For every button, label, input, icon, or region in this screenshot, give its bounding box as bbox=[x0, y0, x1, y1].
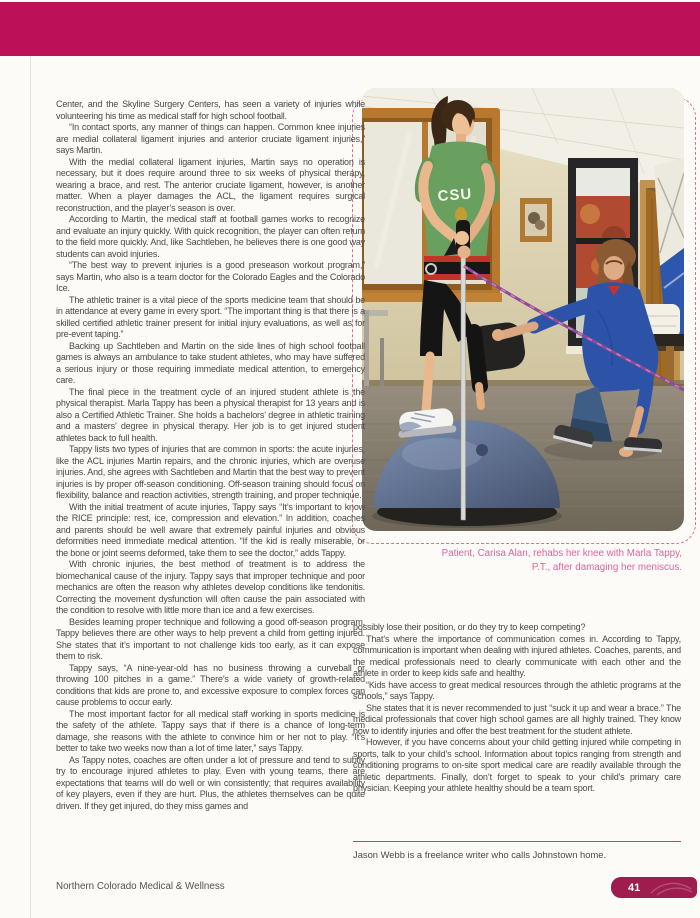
badge-flourish bbox=[649, 879, 693, 896]
caption-line-2: P.T., after damaging her meniscus. bbox=[531, 561, 682, 573]
article-paragraph: Backing up Sachtleben and Martin on the side lines of high school football games is always an ambulance to take student athletes, who may have suffered a serious injury or those requiring immediate medical attention, to emergency care. bbox=[56, 340, 365, 385]
article-paragraph: She states that it is never recommended to just “suck it up and wear a brace.” The medical professionals that cover high school games are all highly trained. They know how to identify injuries and offer the best treatment for the student athlete. bbox=[353, 702, 681, 736]
article-paragraph: The athletic trainer is a vital piece of the sports medicine team that should be in attendance at every game in every sport. “The important thing is that there is a skilled certified athletic trainer present for initial injury evaluations, as well as for pre-event taping.” bbox=[56, 294, 365, 339]
article-paragraph: With the initial treatment of acute injuries, Tappy says “It’s important to know the RICE principle: rest, ice, compression and elevation.” In addition, coaches and parents should be well aware that extremely painful injuries and obvious deformities need immediate medical attention. “If the kid is really miserable, or the bone or joint seems deformed, take them to see the doctor,” adds Tappy. bbox=[56, 501, 365, 558]
picture-frame bbox=[520, 198, 552, 242]
article-paragraph: However, if you have concerns about your child getting injured while competing in sports, talk to your child’s school. Information about topics ranging from strength and conditioning programs to on-site sport medical care are readily available through the athletic departments. Finally, don’t forget to speak to your child’s primary care physician. Keeping your athlete healthy should be a team sport. bbox=[353, 737, 681, 793]
caption-line-1: Patient, Carisa Alan, rehabs her knee with Marla Tappy, bbox=[441, 548, 682, 559]
byline-divider bbox=[353, 841, 681, 842]
photo-caption bbox=[370, 547, 682, 574]
article-paragraph: As Tappy notes, coaches are often under a lot of pressure and tend to subtly try to encourage injured athletes to play. Even with young teams, there are expectations that teams will do well or win consistently; that requires availability of key players, even if they are hurt. Plus, the athletes themselves can be quite driven. If they get injured, do they miss games and bbox=[56, 754, 365, 811]
page-fold-line bbox=[30, 56, 31, 918]
article-paragraph: “Kids have access to great medical resources through the athletic programs at the schools,” says Tappy. bbox=[353, 679, 681, 701]
top-accent-bar bbox=[0, 2, 700, 56]
article-paragraph: Tappy lists two types of injuries that are common in sports: the acute injuries, like the ACL injuries Martin repairs, and the chronic injuries, which are overuse injuries. And, she agrees with Sachtleben and Martin that the best way to prevent injuries is by proper off-season conditioning. Off-season training should focus on flexibility, balance and reaction activities, strength training, and proper technique. bbox=[56, 444, 365, 500]
article-paragraph: According to Martin, the medical staff at football games works to recognize and evaluate an injury quickly. With quick recognition, the player can often return to the field more quickly. And, like Sachtleben, he believes there is one good way students can avoid injuries. bbox=[56, 214, 365, 259]
article-paragraph: That’s where the importance of communication comes in. According to Tappy, communication is important when dealing with injured athletes. Coaches, parents, and the medical professionals need to clearly communicate with each other and the athlete in order to keep kids safe and healthy. bbox=[353, 633, 681, 678]
article-paragraph: Tappy says, “A nine-year-old has no business throwing a curveball or throwing 100 pitches in a game.” There’s a wide variety of growth-related conditions that kids are prone to, and excessive exposure to complex forces can cause problems to occur early. bbox=[56, 662, 365, 707]
article-paragraph: “The best way to prevent injuries is a good preseason workout program,” says Martin, who also is a team doctor for the Colorado Eagles and the Colorado Ice. bbox=[56, 260, 365, 293]
article-paragraph: “In contact sports, any manner of things can happen. Common knee injuries are medial collateral ligament injuries and anterior cruciate ligament injuries,” says Martin. bbox=[56, 122, 365, 155]
article-paragraph: Besides learning proper technique and following a good off-season program, Tappy believes there are other ways to help prevent a child from getting injured. She states that it’s important to not challenge kids too early, as it can expose them to risk. bbox=[56, 616, 365, 661]
article-paragraph: Center, and the Skyline Surgery Centers, has seen a variety of injuries while volunteering his time as medical staff for high school football. bbox=[56, 99, 365, 121]
therapy-photo bbox=[362, 88, 684, 531]
article-paragraph: The final piece in the treatment cycle of an injured student athlete is the physical therapist. Marla Tappy has been a physical therapist for 13 years and is also a Certified Athletic Trainer. She holds a bachelors’ degree in athletic training and a masters’ degree in physical therapy. Her job is to get injured student athletes back to full health. bbox=[56, 386, 365, 443]
therapy-photo-illustration bbox=[362, 88, 684, 531]
article-paragraph: With the medial collateral ligament injuries, Martin says no operation is necessary, but it does require around three to six weeks of physical therapy, wearing a brace, and rest. The anterior cruciate ligament, however, is another matter. When a player damages the ACL, the ligament requires surgical reconstruction, and the player’s season is over. bbox=[56, 156, 365, 213]
article-paragraph: possibly lose their position, or do they try to keep competing? bbox=[353, 622, 586, 632]
shirt-text: CSU bbox=[437, 185, 473, 205]
right-column bbox=[353, 622, 681, 836]
footer-magazine-title: Northern Colorado Medical & Wellness bbox=[56, 881, 225, 892]
page-number: 41 bbox=[628, 881, 641, 894]
byline: Jason Webb is a freelance writer who calls Johnstown home. bbox=[353, 849, 607, 860]
page-number-badge bbox=[611, 877, 697, 898]
article-paragraph: With chronic injuries, the best method of treatment is to address the biomechanical cause of the injury. Tappy says that improper technique and poor mechanics are often the reason why athletes develop conditions like tendonitis. Correcting the movement dysfunction will often cause the pain associated with the condition to resolve with little more than ice and a few exercises. bbox=[56, 559, 365, 615]
left-column bbox=[56, 99, 365, 873]
article-paragraph: The most important factor for all medical staff working in sports medicine is the safety of the athlete. Tappy says that if there is a chance of long-term damage, she reasons with the athlete to convince him or her not to play. “It’s better to take two weeks now than a lot of time later,” says Tappy. bbox=[56, 708, 365, 753]
